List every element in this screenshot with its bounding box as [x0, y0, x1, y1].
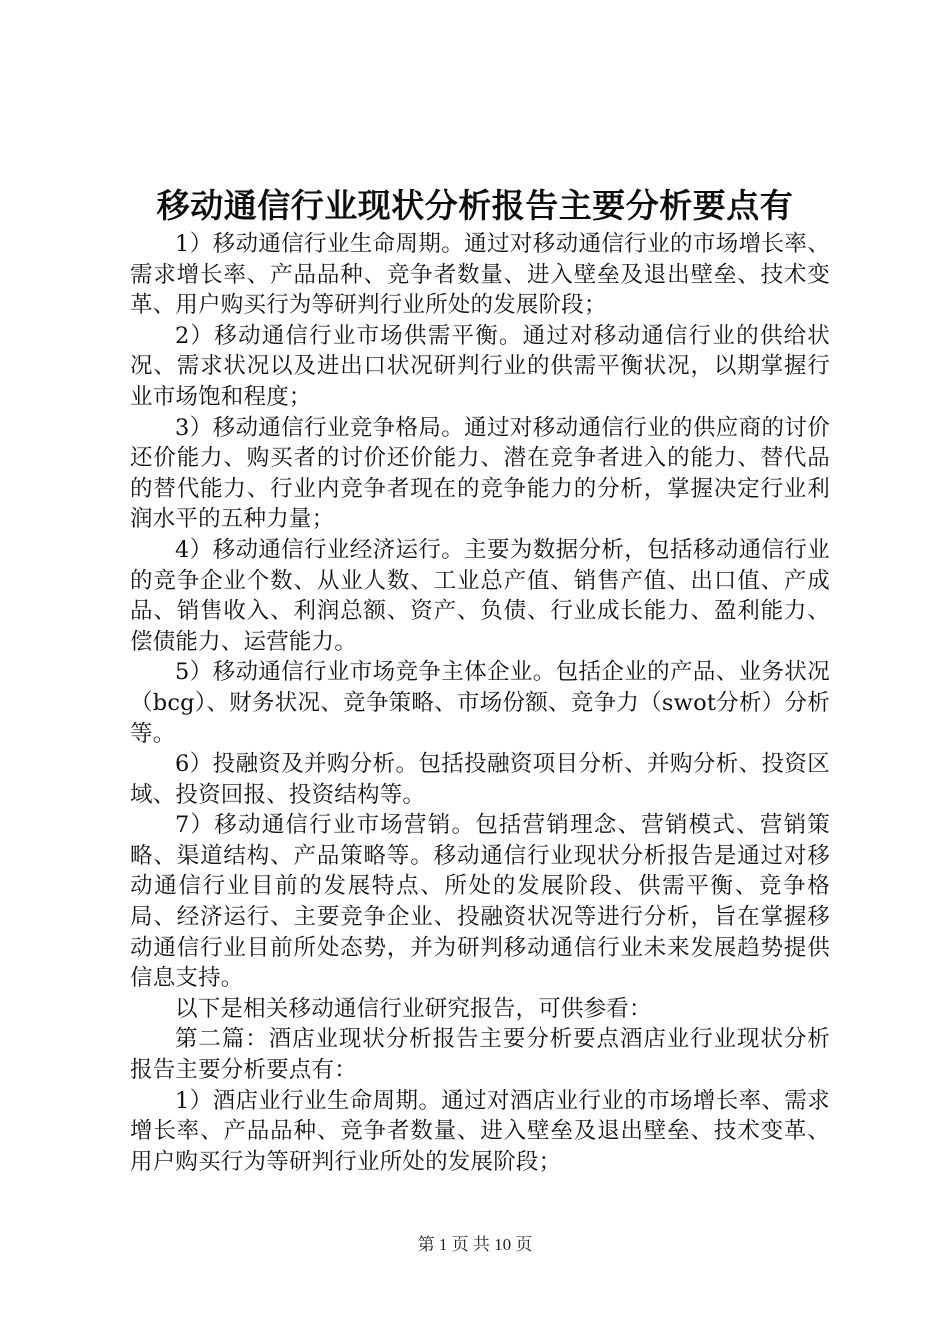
paragraph-7: 7）移动通信行业市场营销。包括营销理念、营销模式、营销策略、渠道结构、产品策略等。移动通信行业现状分析报告是通过对移动通信行业目前的发展特点、所处的发展阶段、供需平衡、竞争格局、经济运行、主要竞争企业、投融资状况等进行分析，旨在掌握移动通信行业目前所处态势，并为研判移动通信行业未来发展趋势提供信息支持。 — [130, 812, 830, 992]
paragraph-2: 2）移动通信行业市场供需平衡。通过对移动通信行业的供给状况、需求状况以及进出口状况研判行业的供需平衡状况，以期掌握行业市场饱和程度； — [130, 322, 830, 410]
paragraph-3: 3）移动通信行业竞争格局。通过对移动通信行业的供应商的讨价还价能力、购买者的讨价还价能力、潜在竞争者进入的能力、替代品的替代能力、行业内竞争者现在的竞争能力的分析，掌握决定行业利润水平的五种力量； — [130, 414, 830, 533]
paragraph-9: 第二篇：酒店业现状分析报告主要分析要点酒店业行业现状分析报告主要分析要点有： — [130, 1026, 830, 1084]
paragraph-6: 6）投融资及并购分析。包括投融资项目分析、并购分析、投资区域、投资回报、投资结构等。 — [130, 751, 830, 808]
paragraph-4: 4）移动通信行业经济运行。主要为数据分析，包括移动通信行业的竞争企业个数、从业人数、工业总产值、销售产值、出口值、产成品、销售收入、利润总额、资产、负债、行业成长能力、盈利能力、偿债能力、运营能力。 — [130, 536, 830, 655]
document-body — [130, 229, 830, 1177]
paragraph-1: 1）移动通信行业生命周期。通过对移动通信行业的市场增长率、需求增长率、产品品种、竞争者数量、进入壁垒及退出壁垒、技术变革、用户购买行为等研判行业所处的发展阶段； — [130, 231, 830, 319]
paragraph-8: 以下是相关移动通信行业研究报告，可供参看： — [175, 995, 652, 1022]
paragraph-5: 5）移动通信行业市场竞争主体企业。包括企业的产品、业务状况（bcg）、财务状况、竞争策略、市场份额、竞争力（swot分析）分析等。 — [130, 659, 830, 747]
paragraph-10: 1）酒店业行业生命周期。通过对酒店业行业的市场增长率、需求增长率、产品品种、竞争者数量、进入壁垒及退出壁垒、技术变革、用户购买行为等研判行业所处的发展阶段； — [130, 1087, 830, 1175]
page-number: 第 1 页 共 10 页 — [417, 1235, 533, 1254]
document-title: 移动通信行业现状分析报告主要分析要点有 — [156, 186, 794, 225]
